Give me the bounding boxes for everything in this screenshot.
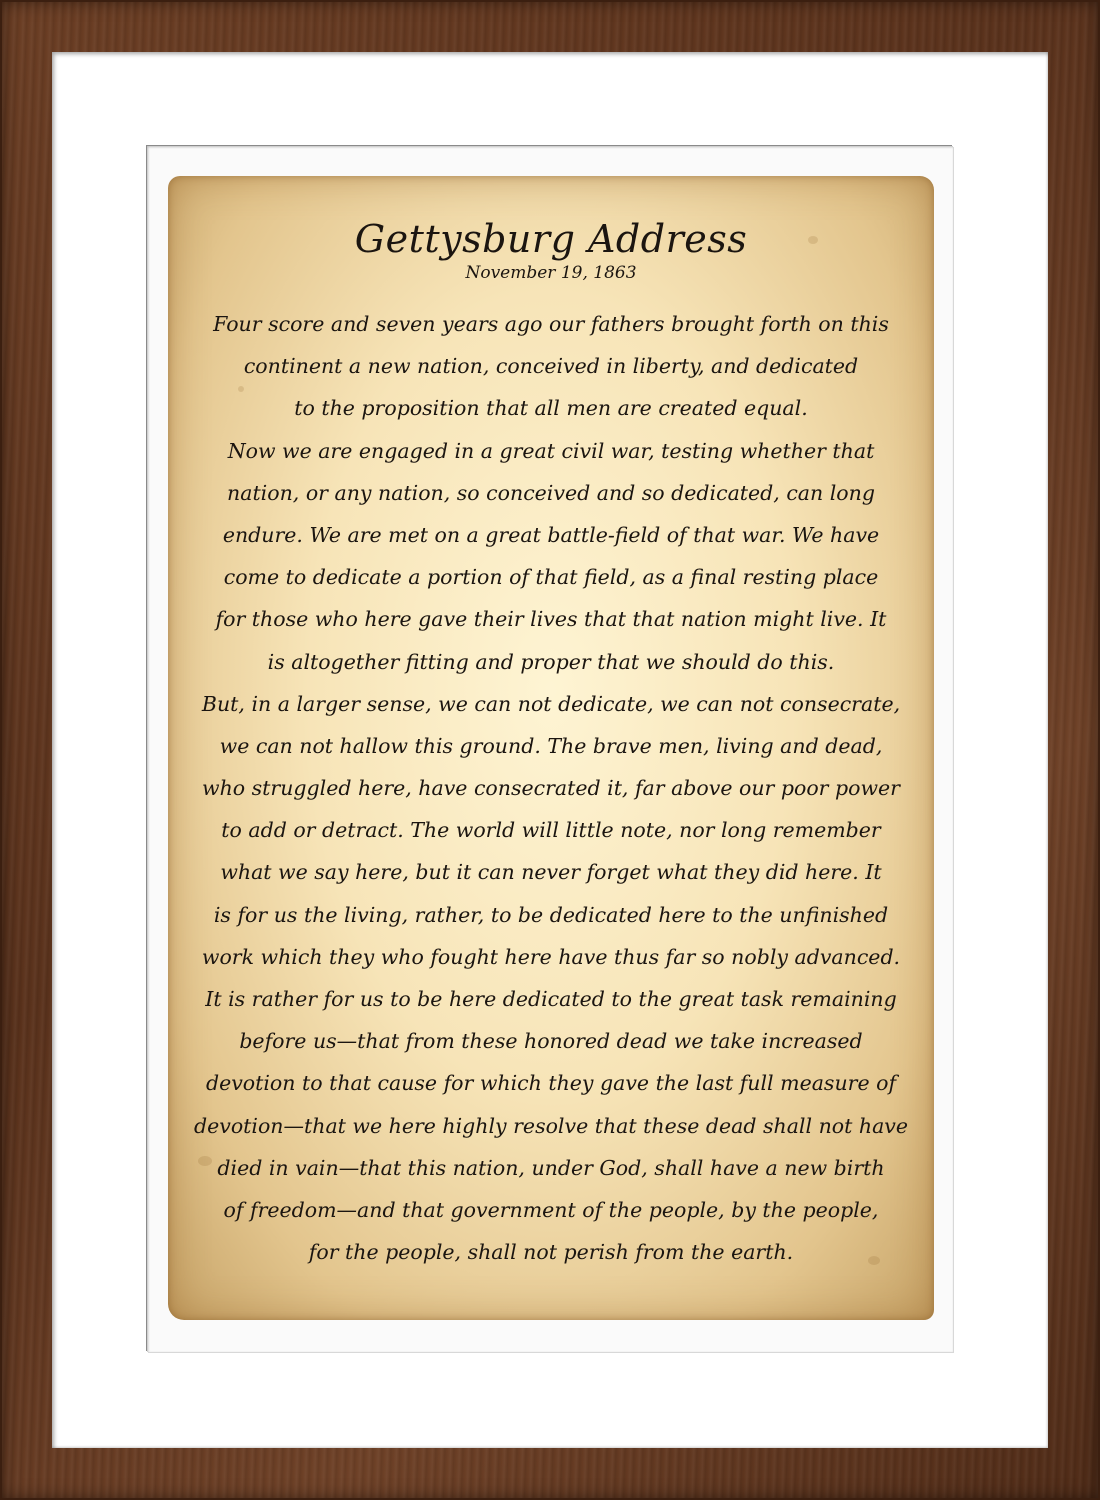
address-text — [168, 303, 934, 1273]
text-line: continent a new nation, conceived in liberty, and dedicated — [243, 354, 859, 379]
text-line: of freedom—and that government of the people, by the people, — [223, 1197, 879, 1222]
document-title: Gettysburg Address — [354, 217, 748, 261]
text-line: we can not hallow this ground. The brave men, living and dead, — [219, 733, 883, 758]
text-line: come to dedicate a portion of that field, as a final resting place — [223, 565, 879, 590]
parchment-document — [168, 176, 934, 1320]
document-content — [168, 176, 934, 1320]
text-line: But, in a larger sense, we can not dedicate, we can not consecrate, — [201, 691, 901, 716]
text-line: devotion to that cause for which they gave the last full measure of — [205, 1071, 897, 1096]
text-line: before us—that from these honored dead we take increased — [239, 1029, 863, 1054]
text-line: devotion—that we here highly resolve that these dead shall not have — [193, 1113, 909, 1138]
text-line: endure. We are met on a great battle-field of that war. We have — [222, 522, 880, 547]
text-line: Now we are engaged in a great civil war, testing whether that — [227, 438, 875, 463]
text-line: is altogether fitting and proper that we should do this. — [267, 649, 835, 674]
text-line: Four score and seven years ago our fathers brought forth on this — [213, 312, 889, 336]
text-line: died in vain—that this nation, under God, shall have a new birth — [217, 1155, 885, 1180]
text-line: nation, or any nation, so conceived and so dedicated, can long — [227, 480, 875, 505]
text-line: It is rather for us to be here dedicated to the great task remaining — [205, 987, 897, 1011]
text-line: who struggled here, have consecrated it, far above our poor power — [202, 776, 900, 801]
text-line: to add or detract. The world will little note, nor long remember — [221, 818, 881, 843]
text-line: work which they who fought here have thus far so nobly advanced. — [201, 944, 901, 969]
text-line: is for us the living, rather, to be dedicated here to the unfinished — [213, 902, 889, 927]
text-line: to the proposition that all men are created equal. — [294, 396, 808, 421]
text-line: for those who here gave their lives that that nation might live. It — [215, 607, 887, 632]
document-date: November 19, 1863 — [465, 263, 637, 283]
text-line: for the people, shall not perish from the earth. — [308, 1240, 794, 1265]
text-line: what we say here, but it can never forget what they did here. It — [220, 860, 882, 885]
